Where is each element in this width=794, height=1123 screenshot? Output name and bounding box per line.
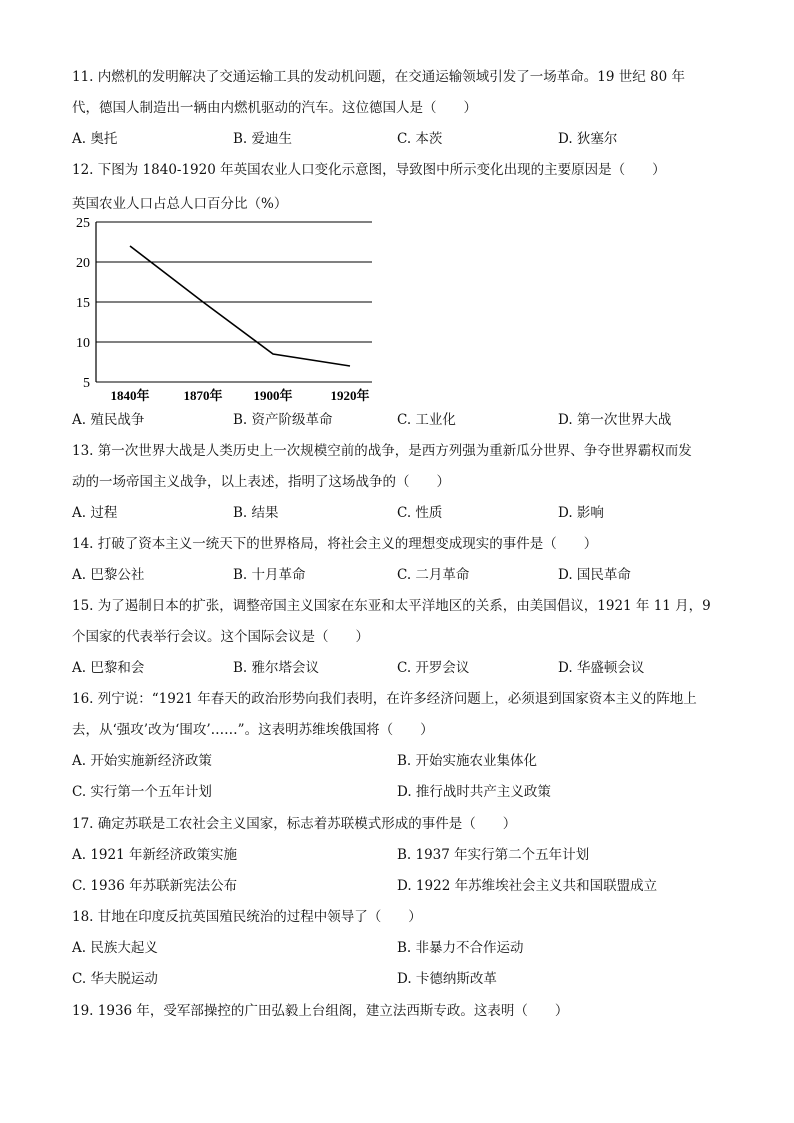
q14-option-c: C. 二月革命 (397, 567, 470, 583)
q15-option-d: D. 华盛顿会议 (558, 660, 645, 676)
q18-option-b: B. 非暴力不合作运动 (397, 940, 524, 956)
population-chart (70, 212, 390, 404)
y-tick-label: 20 (76, 256, 90, 271)
q11-option-a: A. 奥托 (72, 131, 118, 147)
q13-option-b: B. 结果 (233, 505, 279, 521)
q15-line-1: 15. 为了遏制日本的扩张，调整帝国主义国家在东亚和太平洋地区的关系，由美国倡议，1921 年 11 月，9 (72, 598, 711, 614)
q15-option-a: A. 巴黎和会 (72, 660, 145, 676)
q12-option-c: C. 工业化 (397, 412, 456, 428)
q12-option-d: D. 第一次世界大战 (558, 412, 672, 428)
q11-line-2: 代，德国人制造出一辆由内燃机驱动的汽车。这位德国人是（ ） (72, 100, 477, 116)
q16-option-c: C. 实行第一个五年计划 (72, 784, 212, 800)
x-tick-label: 1920年 (330, 388, 370, 403)
q11-line-1: 11. 内燃机的发明解决了交通运输工具的发动机问题，在交通运输领域引发了一场革命。19 世纪 80 年 (72, 69, 685, 85)
q15-option-c: C. 开罗会议 (397, 660, 470, 676)
q16-option-b: B. 开始实施农业集体化 (397, 753, 538, 769)
q19-line-1: 19. 1936 年，受军部操控的广田弘毅上台组阁，建立法西斯专政。这表明（ ） (72, 1003, 569, 1019)
q18-option-a: A. 民族大起义 (72, 940, 158, 956)
x-tick-label: 1900年 (253, 388, 293, 403)
q12-line-1: 12. 下图为 1840-1920 年英国农业人口变化示意图，导致图中所示变化出现的主要原因是（ ） (72, 162, 666, 178)
q13-option-d: D. 影响 (558, 505, 604, 521)
q17-option-b: B. 1937 年实行第二个五年计划 (397, 847, 590, 863)
q18-line-1: 18. 甘地在印度反抗英国殖民统治的过程中领导了（ ） (72, 909, 422, 925)
q18-option-d: D. 卡德纳斯改革 (397, 971, 497, 987)
x-tick-label: 1870年 (183, 388, 223, 403)
q12-option-a: A. 殖民战争 (72, 412, 145, 428)
q17-option-d: D. 1922 年苏维埃社会主义共和国联盟成立 (397, 878, 658, 894)
y-tick-label: 25 (76, 216, 90, 231)
q14-option-d: D. 国民革命 (558, 567, 631, 583)
q17-line-1: 17. 确定苏联是工农社会主义国家，标志着苏联模式形成的事件是（ ） (72, 816, 517, 832)
q12-option-b: B. 资产阶级革命 (233, 412, 333, 428)
q18-option-c: C. 华夫脱运动 (72, 971, 158, 987)
q13-line-2: 动的一场帝国主义战争，以上表述，指明了这场战争的（ ） (72, 474, 450, 490)
q17-option-a: A. 1921 年新经济政策实施 (72, 847, 237, 863)
y-tick-label: 10 (76, 336, 90, 351)
q17-option-c: C. 1936 年苏联新宪法公布 (72, 878, 238, 894)
q16-line-1: 16. 列宁说：“1921 年春天的政治形势向我们表明，在许多经济问题上，必须退到国家资本主义的阵地上 (72, 691, 697, 707)
x-tick-label: 1840年 (110, 388, 150, 403)
q13-line-1: 13. 第一次世界大战是人类历史上一次规模空前的战争，是西方列强为重新瓜分世界、争夺世界霸权而发 (72, 443, 692, 459)
q16-option-d: D. 推行战时共产主义政策 (397, 784, 551, 800)
chart-title: 英国农业人口占总人口百分比（%） (72, 196, 288, 212)
y-tick-label: 5 (83, 376, 90, 391)
y-tick-label: 15 (76, 296, 90, 311)
q11-option-b: B. 爱迪生 (233, 131, 293, 147)
q13-option-a: A. 过程 (72, 505, 118, 521)
q15-option-b: B. 雅尔塔会议 (233, 660, 320, 676)
q16-line-2: 去，从‘强攻’改为‘围攻’……”。这表明苏维埃俄国将（ ） (72, 722, 434, 738)
q14-option-b: B. 十月革命 (233, 567, 306, 583)
q15-line-2: 个国家的代表举行会议。这个国际会议是（ ） (72, 629, 369, 645)
q13-option-c: C. 性质 (397, 505, 443, 521)
series-line (130, 246, 350, 366)
q14-option-a: A. 巴黎公社 (72, 567, 145, 583)
q11-option-d: D. 狄塞尔 (558, 131, 618, 147)
q11-option-c: C. 本茨 (397, 131, 443, 147)
q14-line-1: 14. 打破了资本主义一统天下的世界格局，将社会主义的理想变成现实的事件是（ ） (72, 536, 598, 552)
q16-option-a: A. 开始实施新经济政策 (72, 753, 212, 769)
